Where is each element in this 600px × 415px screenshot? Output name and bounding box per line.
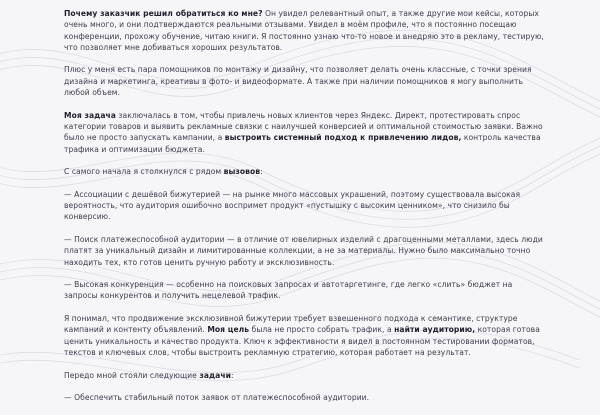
article-body [64,8,544,415]
text-segment: Моя задача [64,110,116,120]
paragraph-challenges-intro [64,166,544,177]
text-segment: Почему заказчик решил обратиться ко мне? [64,9,263,18]
text-segment: : [260,167,263,177]
text-segment: задачи [199,370,231,380]
text-segment: — Ассоциации с дешёвой бижутерией — на рынке много массовых украшений, поэтому существовала высокая вероятность, что аудитория ошибочно воспримет продукт «пустышку с высоким ценником», что снизило бы конверсию. [64,189,521,222]
text-segment: : [231,370,234,380]
text-segment: выстроить системный подход к привлечению лидов, [224,133,462,143]
text-segment: которая готова ценить уникальность и качество продукта. Ключ к эффективности я видел в постоянном тестировании форматов, текстов и ключевых слов, чтобы выстроить рекламную стратегию, которая работает на результат. [64,325,540,357]
paragraph-challenge-competition [64,279,544,302]
text-segment: заключалась в том, чтобы привлечь новых клиентов через Яндекс. Директ, протестировать спрос категории товаров и выявить рекламные связки с наилучшей конверсией и оптимальной стоимостью заявки. Важно было не просто запускать кампании, а [64,110,543,143]
text-segment: — Высокая конкуренция — особенно на поисковых запросах и автотаргетинге, где легко «слить» бюджет на запросы конкурентов и получить нецелевой трафик. [64,280,513,301]
text-segment: вызовов [223,167,261,177]
paragraph-goal [64,313,544,358]
paragraph-why-client [64,8,544,53]
paragraph-tasks-intro [64,370,544,381]
paragraph-helpers [64,64,544,98]
text-segment: — Поиск платежеспособной аудитории — в отличие от ювелирных изделий с драгоценными металлами, здесь люди платят за уникальный дизайн и лимитированные коллекции, а не за материалы. Нужно было максимально точно находить тех, кто готов ценить ручную работу и эксклюзивность. [64,234,543,267]
paragraph-challenge-cheap-jewelry [64,189,544,223]
paragraph-task [64,110,544,155]
text-segment: найти аудиторию, [394,325,476,335]
text-segment: была не просто собрать трафик, а [249,325,395,335]
paragraph-challenge-audience [64,234,544,268]
text-segment: Плюс у меня есть пара помощников по монтажу и дизайну, что позволяет делать очень классные, с точки зрения дизайна и маркетинга, креативы в фото- и видеоформате. А также при наличии помощников я могу выполнить любой объем. [64,65,532,98]
paragraph-task-item-1 [64,392,544,403]
text-segment: С самого начала я столкнулся с рядом [64,167,224,177]
text-segment: Передо мной стояли следующие [64,370,200,380]
text-segment: Я понимал, что продвижение эксклюзивной бижутерии требует взвешенного подхода к семантике, структуре кампаний и контенту объявлений. [64,314,518,335]
text-segment: контроль качества трафика и оптимизации бюджета. [64,133,541,154]
text-segment: — Обеспечить стабильный поток заявок от платежеспособной аудитории. [64,393,370,403]
text-segment: Моя цель [207,325,250,335]
text-segment: Он увидел релевантный опыт, а также другие мои кейсы, которых очень много, и они подтверждаются реальными отзывами. Увидел в моём профиле, что я постоянно посещаю конференции, прохожу обучение, читаю книги. Я постоянно узнаю что-то новое и внедряю это в рекламу, тестирую, что позволяет мне добиваться хороших результатов. [64,9,544,52]
